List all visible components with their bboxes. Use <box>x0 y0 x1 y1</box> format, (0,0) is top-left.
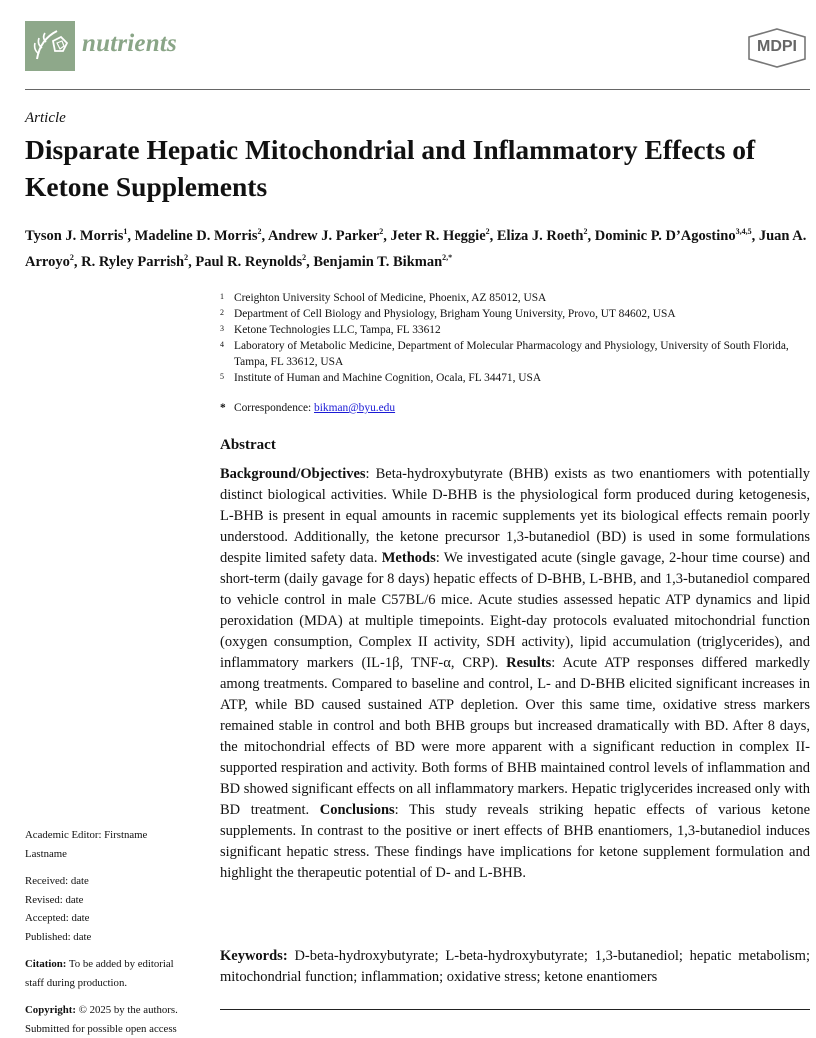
journal-emblem-icon <box>25 21 75 71</box>
article-title: Disparate Hepatic Mitochondrial and Inflammatory Effects of Ketone Supplements <box>25 134 756 202</box>
academic-editor: Academic Editor: Firstname Lastname <box>25 829 148 860</box>
author: Jeter R. Heggie$^2$ <box>390 227 490 244</box>
author-list: Tyson J. Morris$^1$, Madeline D. Morris$^2$, Andrew J. Parker$^2$, Jeter R. Heggie$^2$, Eliza J. Roeth$^2$, Dominic P. D’Agostino$^{3,4,5}$, Juan A. Arroyo$^2$, R. Ryley Parrish$^2$, Paul R. Reynolds$^2$, Benjamin T. Bikman$^{2,*}$ <box>25 227 807 270</box>
revised-date: Revised: date <box>25 893 84 906</box>
accepted-date: Accepted: date <box>25 912 90 924</box>
header-divider <box>25 89 810 90</box>
keywords: Keywords: D-beta-hydroxybutyrate; L-beta-hydroxybutyrate; 1,3-butanediol; hepatic metabolism; mitochondrial function; inflammation; oxidative stress; ketone enantiomers <box>220 948 810 985</box>
affiliation-item: 2 Department of Cell Biology and Physiology, Brigham Young University, Provo, UT 84602, USA <box>220 308 676 320</box>
affiliation-item: 5 Institute of Human and Machine Cognition, Ocala, FL 34471, USA <box>220 372 542 384</box>
author: Dominic P. D’Agostino$^{3,4,5}$ <box>594 227 752 244</box>
publisher-name: MDPI <box>757 38 797 55</box>
journal-name: nutrients <box>82 30 177 57</box>
received-date: Received: date <box>25 875 89 887</box>
article-type: Article <box>25 110 66 126</box>
published-date: Published: date <box>25 930 92 943</box>
author: Madeline D. Morris$^2$ <box>134 227 262 244</box>
copyright: Copyright: © 2025 by the authors. Submitted for possible open access <box>25 1004 178 1035</box>
author: Andrew J. Parker$^2$ <box>267 227 384 244</box>
author: Tyson J. Morris$^1$ <box>25 227 128 244</box>
bottom-divider <box>220 1009 810 1010</box>
affiliation-item: 1 Creighton University School of Medicine, Phoenix, AZ 85012, USA <box>220 292 547 304</box>
article-sidebar <box>25 826 190 1038</box>
abstract-heading: Abstract <box>220 437 276 453</box>
affiliation-item: 3 Ketone Technologies LLC, Tampa, FL 33612 <box>220 324 441 336</box>
author: Eliza J. Roeth$^2$ <box>496 227 588 244</box>
citation: Citation: To be added by editorial staff during production. <box>25 958 174 989</box>
affiliations <box>220 290 810 386</box>
correspondence-email-link[interactable]: bikman@byu.edu <box>314 402 396 414</box>
author: Paul R. Reynolds$^2$ <box>195 252 307 270</box>
author: Juan A. Arroyo$^2$ <box>25 227 807 270</box>
correspondence: * Correspondence: bikman@byu.edu <box>220 402 396 414</box>
journal-logo <box>25 21 75 71</box>
author: R. Ryley Parrish$^2$ <box>81 252 189 270</box>
author: Benjamin T. Bikman$^{2,*}$ <box>313 252 453 270</box>
publisher-logo <box>745 27 809 69</box>
abstract-body: Background/Objectives: Beta-hydroxybutyrate (BHB) exists as two enantiomers with potentially distinct biological activities. While D-BHB is the physiological form produced during ketogenesis, L-BHB is present in equal amounts in racemic supplements yet its biological effects remain poorly understood. Additionally, the ketone precursor 1,3-butanediol (BD) is used in some formulations despite limited safety data. Methods: We investigated acute (single gavage, 2-hour time course) and short-term (daily gavage for 8 days) hepatic effects of D-BHB, L-BHB, and 1,3-butanediol compared to vehicle control in male C57BL/6 mice. Acute studies assessed hepatic ATP dynamics and lipid peroxidation (MDA) at multiple timepoints. Eight-day protocols evaluated mitochondrial function (oxygen consumption, Complex II activity, SDH activity), lipid accumulation (triglycerides), and inflammatory markers (IL-1β, TNF-α, CRP). Results: Acute ATP responses differed markedly among treatments. Compared to baseline and control, L- and D-BHB elicited significant increases in ATP, while BD caused sustained ATP depletion. Over this same time, oxidative stress markers remained stable in control and both BHB groups but increased dramatically with BD. After 8 days, the mitochondrial effects of BD were more apparent with a significant reduction in complex II-supported respiration and activity. Both forms of BHB maintained control levels of inflammation and BD showed significant effects on all inflammatory markers. Hepatic triglycerides increased only with BD treatment. Conclusions: This study reveals striking hepatic effects of various ketone supplements. In contrast to the positive or inert effects of BHB enantiomers, 1,3-butanediol induces significant hepatic stress. These findings have implications for ketone supplement formulation and highlight the therapeutic potential of D- and L-BHB. <box>220 466 810 881</box>
affiliation-item: 4 Laboratory of Metabolic Medicine, Department of Molecular Pharmacology and Physiology, University of South Florida, Tampa, FL 33612, USA <box>220 340 789 368</box>
